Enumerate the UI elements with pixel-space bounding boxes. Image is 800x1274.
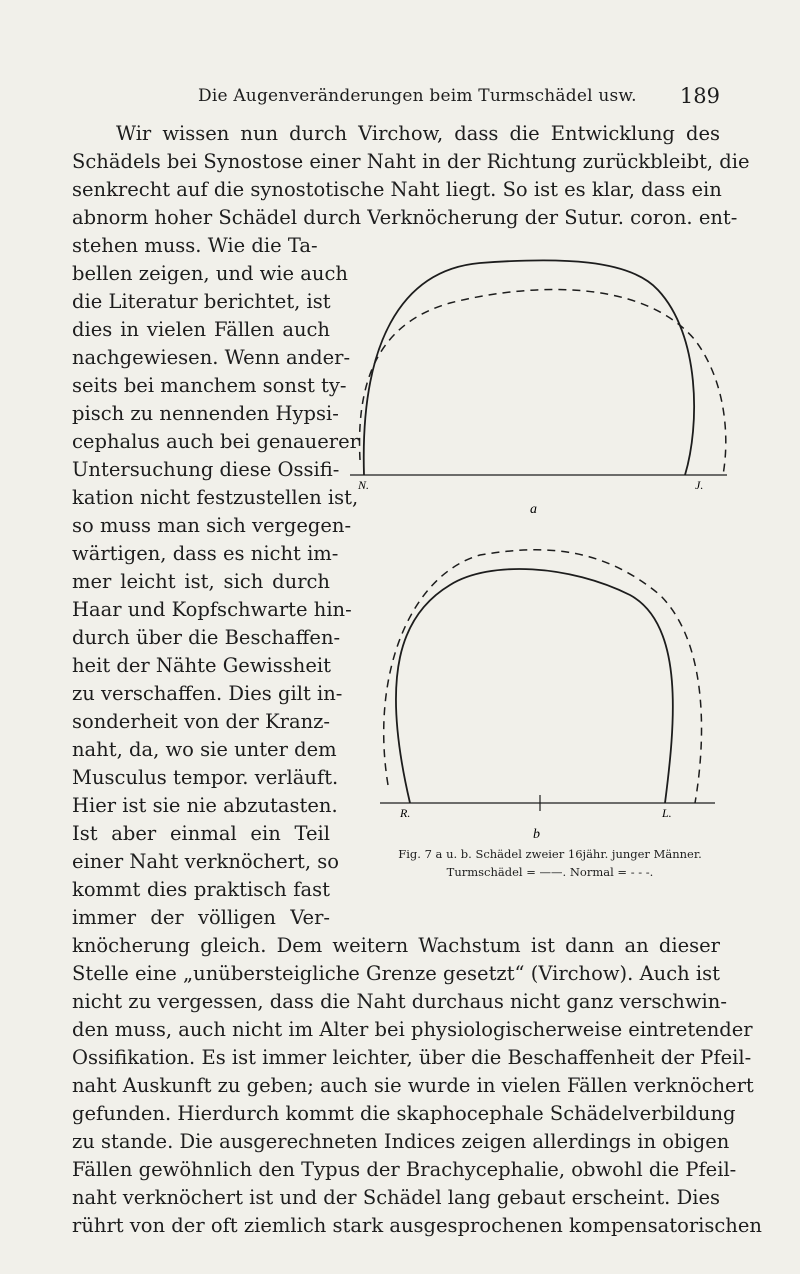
text-line: senkrecht auf die synostotische Naht liegt. So ist es klar, dass ein [72,178,722,201]
text-line: bellen zeigen, und wie auch [72,262,348,285]
label-r: R. [400,806,411,820]
text-line: gefunden. Hierdurch kommt die skaphocephale Schädelverbildung [72,1102,736,1125]
figure-caption [370,845,730,881]
text-line: zu verschaffen. Dies gilt in- [72,682,343,705]
text-line: Untersuchung diese Ossifi- [72,458,340,481]
label-j: J. [695,478,704,492]
text-line: Haar und Kopfschwarte hin- [72,598,352,621]
text-line: Hier ist sie nie abzutasten. [72,794,338,817]
turmschaedel-outline-b [396,569,673,803]
text-line: Ist aber einmal ein Teil [72,822,330,845]
text-line: durch über die Beschaffen- [72,626,341,649]
label-l: L. [662,806,672,820]
text-line: stehen muss. Wie die Ta- [72,234,318,257]
normal-outline-a [360,290,726,475]
text-line: die Literatur berichtet, ist [72,290,331,313]
text-line: Musculus tempor. verläuft. [72,766,339,789]
label-n: N. [358,478,370,492]
normal-outline-b [384,550,702,803]
text-line: naht, da, wo sie unter dem [72,738,337,761]
skull-figure [340,245,740,879]
running-title: Die Augenveränderungen beim Turmschädel usw. [198,86,637,106]
text-line: nicht zu vergessen, dass die Naht durchaus nicht ganz verschwin- [72,990,727,1013]
text-line: wärtigen, dass es nicht im- [72,542,339,565]
text-line: heit der Nähte Gewissheit [72,654,331,677]
text-line: Wir wissen nun durch Virchow, dass die Entwicklung des [116,122,720,145]
caption-line-1: Fig. 7 a u. b. Schädel zweier 16jähr. junger Männer. [398,847,702,861]
text-line: Fällen gewöhnlich den Typus der Brachycephalie, obwohl die Pfeil- [72,1158,737,1181]
panel-b [380,550,715,842]
panel-a [350,260,727,517]
caption-line-2: Turmschädel = ——. Normal = - - -. [446,865,654,879]
text-line: naht verknöchert ist und der Schädel lang gebaut erscheint. Dies [72,1186,720,1209]
text-line: immer der völligen Ver- [72,906,330,929]
text-line: den muss, auch nicht im Alter bei physiologischerweise eintretender [72,1018,753,1041]
text-line: knöcherung gleich. Dem weitern Wachstum ist dann an dieser [72,934,720,957]
turmschaedel-outline-a [364,260,694,475]
text-line: nachgewiesen. Wenn ander- [72,346,351,369]
text-line: kation nicht festzustellen ist, [72,486,359,509]
text-line: zu stande. Die ausgerechneten Indices zeigen allerdings in obigen [72,1130,730,1153]
text-line: mer leicht ist, sich durch [72,570,330,593]
text-line: abnorm hoher Schädel durch Verknöcherung der Sutur. coron. ent- [72,206,738,229]
text-line: sonderheit von der Kranz- [72,710,331,733]
text-line: einer Naht verknöchert, so [72,850,339,873]
skull-outline-diagram [340,245,740,845]
panel-label-a: a [530,502,537,517]
text-line: seits bei manchem sonst ty- [72,374,347,397]
text-line: Stelle eine „unübersteigliche Grenze gesetzt“ (Virchow). Auch ist [72,962,720,985]
text-line: cephalus auch bei genauerer [72,430,359,453]
text-line: Schädels bei Synostose einer Naht in der Richtung zurückbleibt, die [72,150,750,173]
text-line: Ossifikation. Es ist immer leichter, über die Beschaffenheit der Pfeil- [72,1046,752,1069]
text-line: pisch zu nennenden Hypsi- [72,402,339,425]
running-head [72,84,720,112]
text-line: rührt von der oft ziemlich stark ausgesprochenen kompensatorischen [72,1214,762,1237]
panel-label-b: b [533,827,540,842]
text-line: so muss man sich vergegen- [72,514,352,537]
text-line: dies in vielen Fällen auch [72,318,330,341]
text-line: kommt dies praktisch fast [72,878,330,901]
page-number: 189 [679,84,720,108]
text-line: naht Auskunft zu geben; auch sie wurde in vielen Fällen verknöchert [72,1074,754,1097]
